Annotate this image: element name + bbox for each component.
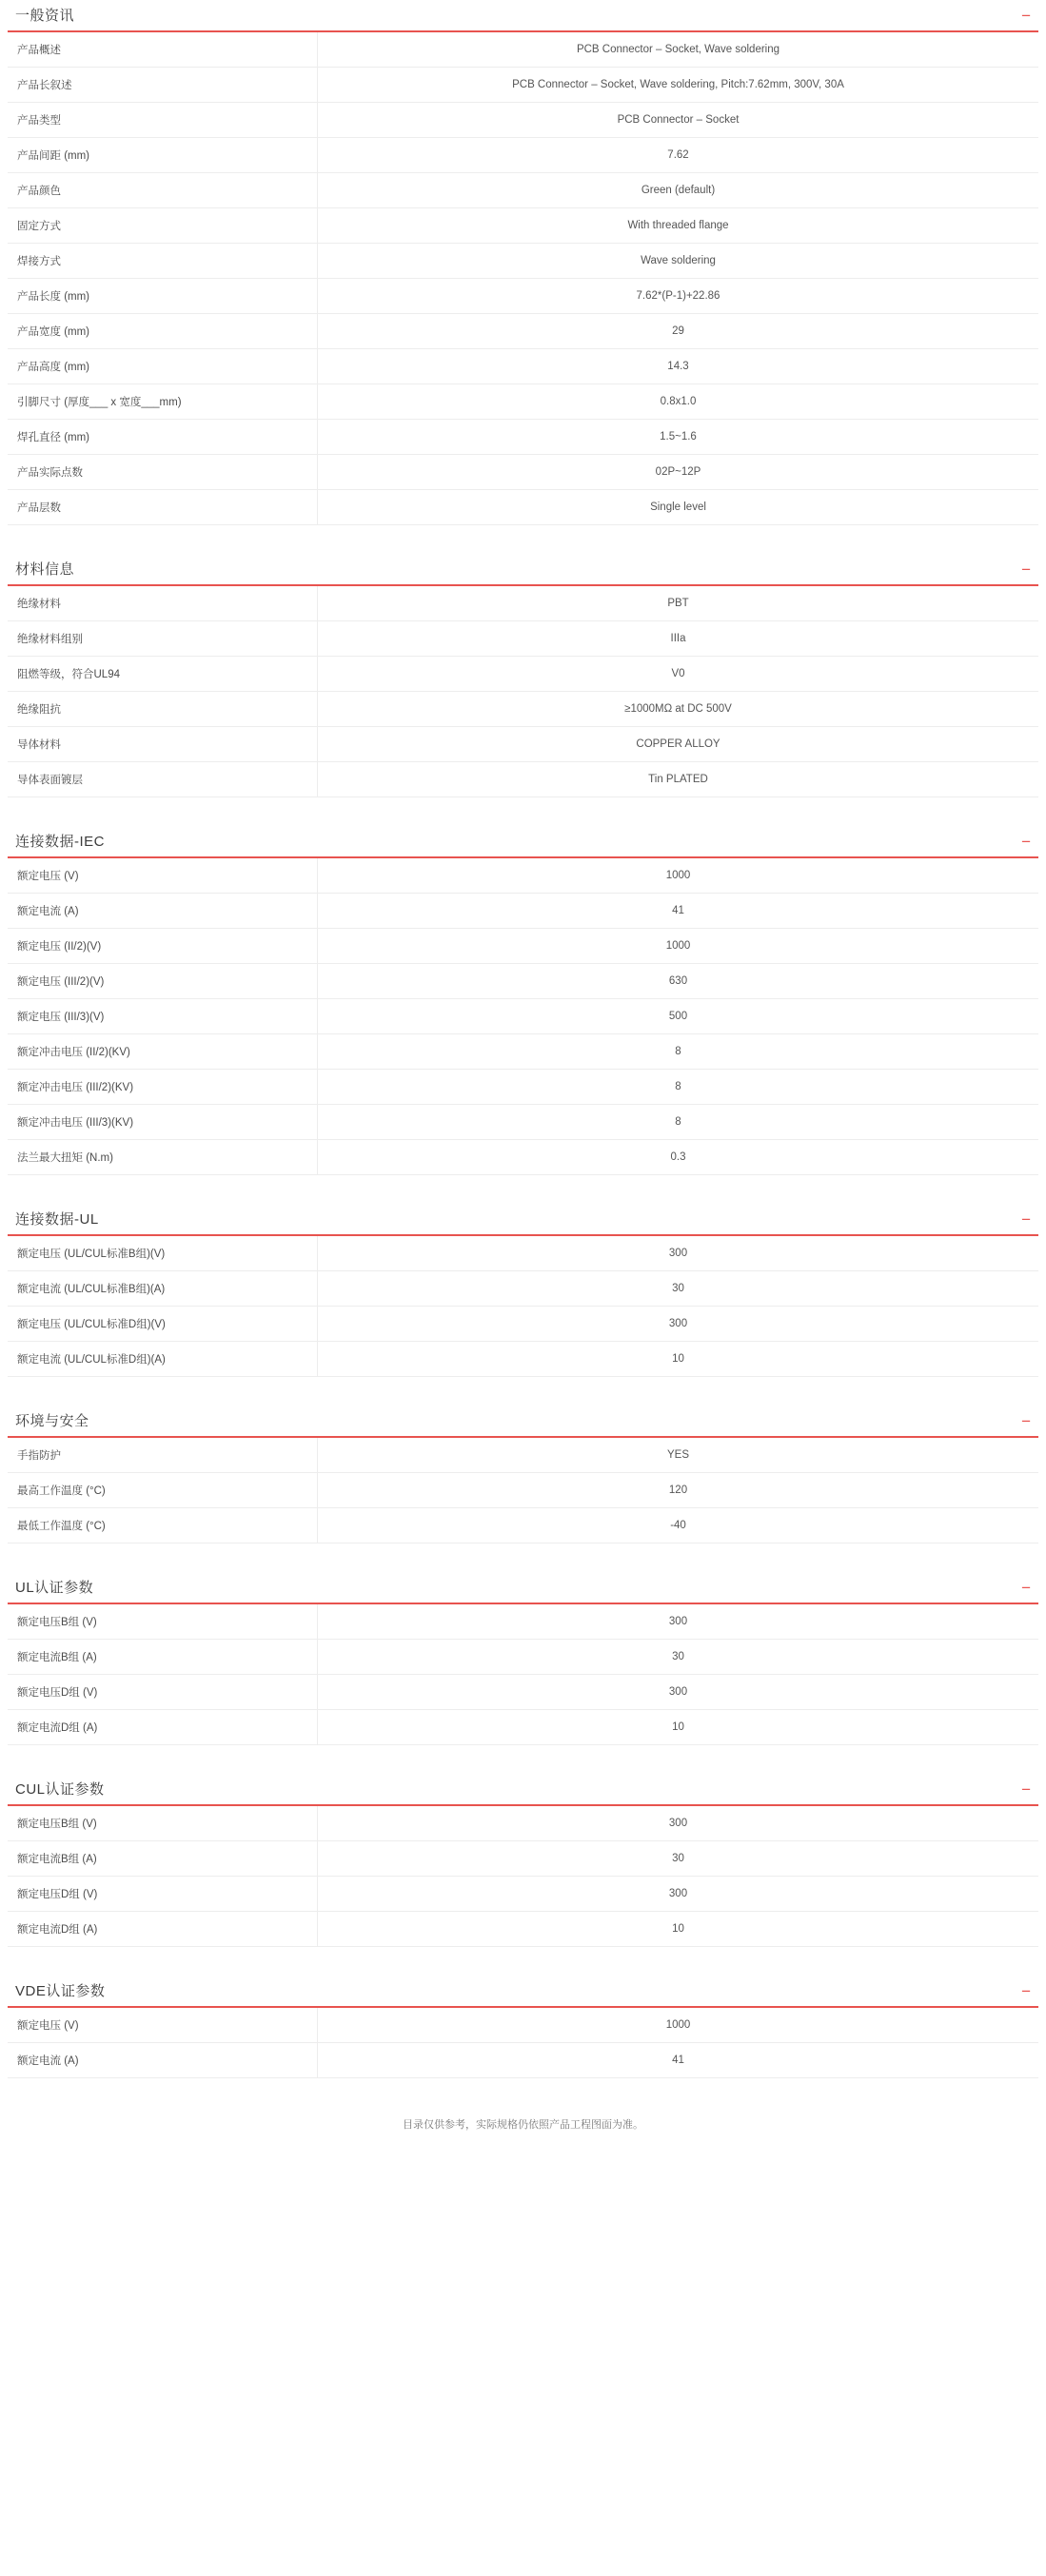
table-row [8,1473,1038,1508]
table-row [8,1438,1038,1473]
spec-value: 8 [318,1105,1039,1140]
table-row [8,762,1038,797]
table-row [8,999,1038,1034]
spec-value: 10 [318,1912,1039,1947]
table-row [8,2008,1038,2043]
spec-value: 300 [318,1236,1039,1271]
spec-label: 额定电压D组 (V) [8,1877,318,1912]
section-header[interactable] [8,1781,1038,1806]
spec-label: 产品颜色 [8,173,318,208]
spec-label: 产品类型 [8,103,318,138]
spec-label: 额定电流 (A) [8,2043,318,2078]
spec-value: Tin PLATED [318,762,1039,797]
table-row [8,32,1038,68]
spec-label: 绝缘材料 [8,586,318,621]
collapse-minus-icon[interactable]: − [1021,1982,1031,2000]
spec-label: 额定电压 (V) [8,2008,318,2043]
spec-section [0,561,1046,797]
spec-value: -40 [318,1508,1039,1544]
table-row [8,929,1038,964]
spec-label: 产品层数 [8,490,318,525]
spec-label: 额定电流 (A) [8,894,318,929]
spec-value: 1000 [318,858,1039,894]
section-title: 材料信息 [15,561,75,578]
table-row [8,1604,1038,1640]
table-row [8,1140,1038,1175]
spec-label: 额定电流D组 (A) [8,1912,318,1947]
table-row [8,657,1038,692]
spec-label: 额定电流B组 (A) [8,1841,318,1877]
spec-value: 8 [318,1034,1039,1070]
spec-table [8,2008,1038,2078]
spec-value: 500 [318,999,1039,1034]
spec-section [0,1580,1046,1745]
spec-label: 产品长叙述 [8,68,318,103]
spec-value: 0.3 [318,1140,1039,1175]
table-row [8,2043,1038,2078]
section-header[interactable] [8,1211,1038,1236]
section-header[interactable] [8,561,1038,586]
spec-value: V0 [318,657,1039,692]
spec-label: 阻燃等级，符合UL94 [8,657,318,692]
section-title: UL认证参数 [15,1580,94,1596]
collapse-minus-icon[interactable]: − [1021,1412,1031,1430]
section-title: 连接数据-UL [15,1211,99,1228]
table-row [8,490,1038,525]
table-row [8,1307,1038,1342]
spec-label: 额定电压D组 (V) [8,1675,318,1710]
spec-value: Wave soldering [318,244,1039,279]
collapse-minus-icon[interactable]: − [1021,833,1031,851]
spec-label: 绝缘材料组别 [8,621,318,657]
table-row [8,173,1038,208]
table-row [8,349,1038,384]
spec-label: 产品实际点数 [8,455,318,490]
spec-label: 额定电压 (V) [8,858,318,894]
section-header[interactable] [8,1413,1038,1438]
table-row [8,1841,1038,1877]
spec-value: Single level [318,490,1039,525]
table-row [8,1675,1038,1710]
table-row [8,420,1038,455]
table-row [8,1806,1038,1841]
spec-label: 固定方式 [8,208,318,244]
table-row [8,138,1038,173]
spec-table [8,1806,1038,1947]
table-row [8,1271,1038,1307]
footer-note: 目录仅供参考，实际规格仍依照产品工程图面为准。 [403,2119,643,2131]
table-row [8,314,1038,349]
table-row [8,894,1038,929]
table-row [8,858,1038,894]
table-row [8,964,1038,999]
spec-label: 产品概述 [8,32,318,68]
spec-table [8,858,1038,1175]
spec-value: 300 [318,1806,1039,1841]
spec-section [0,834,1046,1175]
spec-label: 绝缘阻抗 [8,692,318,727]
collapse-minus-icon[interactable]: − [1021,7,1031,25]
table-row [8,1034,1038,1070]
spec-label: 引脚尺寸 (厚度___ x 宽度___mm) [8,384,318,420]
spec-value: PCB Connector – Socket, Wave soldering, Pitch:7.62mm, 300V, 30A [318,68,1039,103]
spec-value: PCB Connector – Socket [318,103,1039,138]
table-row [8,279,1038,314]
spec-label: 焊孔直径 (mm) [8,420,318,455]
spec-label: 额定电压 (II/2)(V) [8,929,318,964]
spec-section [0,1211,1046,1377]
spec-value: 30 [318,1640,1039,1675]
collapse-minus-icon[interactable]: − [1021,560,1031,579]
section-header[interactable] [8,1983,1038,2008]
spec-table [8,32,1038,525]
spec-label: 额定电压 (III/2)(V) [8,964,318,999]
spec-label: 手指防护 [8,1438,318,1473]
spec-label: 法兰最大扭矩 (N.m) [8,1140,318,1175]
spec-label: 额定冲击电压 (III/2)(KV) [8,1070,318,1105]
table-row [8,455,1038,490]
spec-value: 02P~12P [318,455,1039,490]
spec-value: 8 [318,1070,1039,1105]
spec-label: 额定冲击电压 (III/3)(KV) [8,1105,318,1140]
spec-value: COPPER ALLOY [318,727,1039,762]
spec-value: Green (default) [318,173,1039,208]
spec-value: YES [318,1438,1039,1473]
table-row [8,1508,1038,1544]
collapse-minus-icon[interactable]: − [1021,1579,1031,1597]
table-row [8,1710,1038,1745]
section-title: CUL认证参数 [15,1781,105,1798]
spec-label: 额定电压 (III/3)(V) [8,999,318,1034]
table-row [8,727,1038,762]
spec-value: 300 [318,1604,1039,1640]
spec-label: 产品高度 (mm) [8,349,318,384]
spec-value: 300 [318,1307,1039,1342]
spec-value: 10 [318,1710,1039,1745]
spec-table [8,586,1038,797]
table-row [8,621,1038,657]
table-row [8,1640,1038,1675]
spec-section [0,1781,1046,1947]
spec-table [8,1236,1038,1377]
collapse-minus-icon[interactable]: − [1021,1780,1031,1799]
spec-label: 最高工作温度 (°C) [8,1473,318,1508]
spec-value: 41 [318,2043,1039,2078]
spec-label: 导体表面镀层 [8,762,318,797]
spec-section [0,8,1046,525]
spec-section [0,1983,1046,2078]
table-row [8,1912,1038,1947]
table-row [8,103,1038,138]
section-title: 一般资讯 [15,8,75,24]
spec-value: With threaded flange [318,208,1039,244]
spec-label: 额定电压 (UL/CUL标准D组)(V) [8,1307,318,1342]
spec-value: 29 [318,314,1039,349]
spec-value: 1000 [318,2008,1039,2043]
table-row [8,1236,1038,1271]
table-row [8,208,1038,244]
spec-label: 额定电流 (UL/CUL标准D组)(A) [8,1342,318,1377]
sections-container [0,8,1046,2078]
table-row [8,384,1038,420]
spec-label: 额定电压B组 (V) [8,1604,318,1640]
spec-value: 0.8x1.0 [318,384,1039,420]
spec-table [8,1438,1038,1544]
section-header[interactable] [8,834,1038,858]
spec-label: 额定电流 (UL/CUL标准B组)(A) [8,1271,318,1307]
spec-label: 产品宽度 (mm) [8,314,318,349]
spec-table [8,1604,1038,1745]
spec-label: 最低工作温度 (°C) [8,1508,318,1544]
table-row [8,1070,1038,1105]
spec-value: ≥1000MΩ at DC 500V [318,692,1039,727]
table-row [8,692,1038,727]
spec-value: 1000 [318,929,1039,964]
spec-label: 额定电流D组 (A) [8,1710,318,1745]
spec-value: PCB Connector – Socket, Wave soldering [318,32,1039,68]
section-title: 环境与安全 [15,1413,89,1429]
spec-value: 30 [318,1841,1039,1877]
spec-value: 7.62*(P-1)+22.86 [318,279,1039,314]
table-row [8,586,1038,621]
spec-label: 额定电流B组 (A) [8,1640,318,1675]
spec-value: PBT [318,586,1039,621]
spec-value: 1.5~1.6 [318,420,1039,455]
section-header[interactable] [8,8,1038,32]
spec-label: 额定电压 (UL/CUL标准B组)(V) [8,1236,318,1271]
spec-value: 120 [318,1473,1039,1508]
spec-label: 额定冲击电压 (II/2)(KV) [8,1034,318,1070]
table-row [8,244,1038,279]
spec-section [0,1413,1046,1544]
spec-value: 30 [318,1271,1039,1307]
spec-value: 7.62 [318,138,1039,173]
section-header[interactable] [8,1580,1038,1604]
spec-value: 300 [318,1675,1039,1710]
table-row [8,1877,1038,1912]
collapse-minus-icon[interactable]: − [1021,1210,1031,1229]
spec-label: 导体材料 [8,727,318,762]
spec-label: 产品长度 (mm) [8,279,318,314]
spec-value: 630 [318,964,1039,999]
spec-value: 300 [318,1877,1039,1912]
table-row [8,1342,1038,1377]
spec-label: 产品间距 (mm) [8,138,318,173]
section-title: VDE认证参数 [15,1983,106,1999]
spec-label: 额定电压B组 (V) [8,1806,318,1841]
section-title: 连接数据-IEC [15,834,106,850]
table-row [8,68,1038,103]
spec-value: IIIa [318,621,1039,657]
top-spacer [0,0,1046,8]
spec-value: 41 [318,894,1039,929]
spec-value: 10 [318,1342,1039,1377]
spec-label: 焊接方式 [8,244,318,279]
table-row [8,1105,1038,1140]
spec-value: 14.3 [318,349,1039,384]
